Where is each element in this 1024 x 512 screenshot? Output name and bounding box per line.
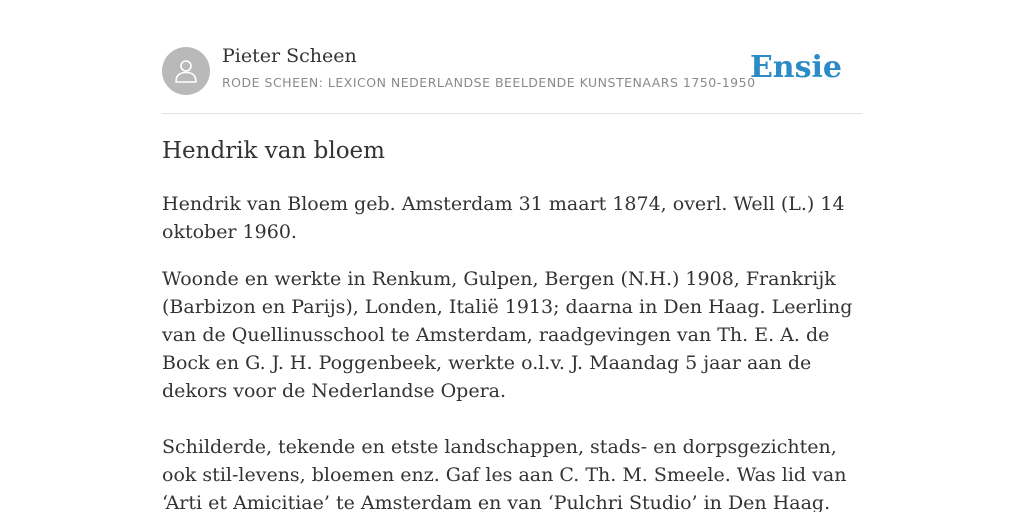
ensie-logo[interactable]: Ensie bbox=[749, 50, 842, 85]
avatar[interactable] bbox=[162, 47, 210, 95]
article-paragraph: Schilderde, tekende en etste landschappen, stads- en dorpsgezichten, ook stil-levens, bloemen enz. Gaf les aan C. Th. M. Smeele. Was lid van ‘Arti et Amicitiae’ te Amsterdam en van ‘Pulchri Studio’ in Den Haag. bbox=[162, 436, 847, 512]
user-icon bbox=[171, 56, 201, 86]
source-title[interactable]: RODE SCHEEN: LEXICON NEDERLANDSE BEELDENDE KUNSTENAARS 1750-1950 bbox=[222, 75, 756, 90]
article-container bbox=[162, 0, 862, 512]
article-paragraph: Woonde en werkte in Renkum, Gulpen, Bergen (N.H.) 1908, Frankrijk (Barbizon en Parijs), Londen, Italië 1913; daarna in Den Haag. Leerling van de Quellinusschool te Amsterdam, raadgevingen van Th. E. A. de Bock en G. J. H. Poggenbeek, werkte o.l.v. J. Maandag 5 jaar aan de dekors voor de Nederlandse Opera. bbox=[162, 268, 853, 402]
author-name[interactable]: Pieter Scheen bbox=[222, 45, 357, 67]
article-paragraph: Hendrik van Bloem geb. Amsterdam 31 maart 1874, overl. Well (L.) 14 oktober 1960. bbox=[162, 193, 845, 243]
header bbox=[162, 0, 862, 114]
article-title: Hendrik van bloem bbox=[162, 138, 385, 164]
